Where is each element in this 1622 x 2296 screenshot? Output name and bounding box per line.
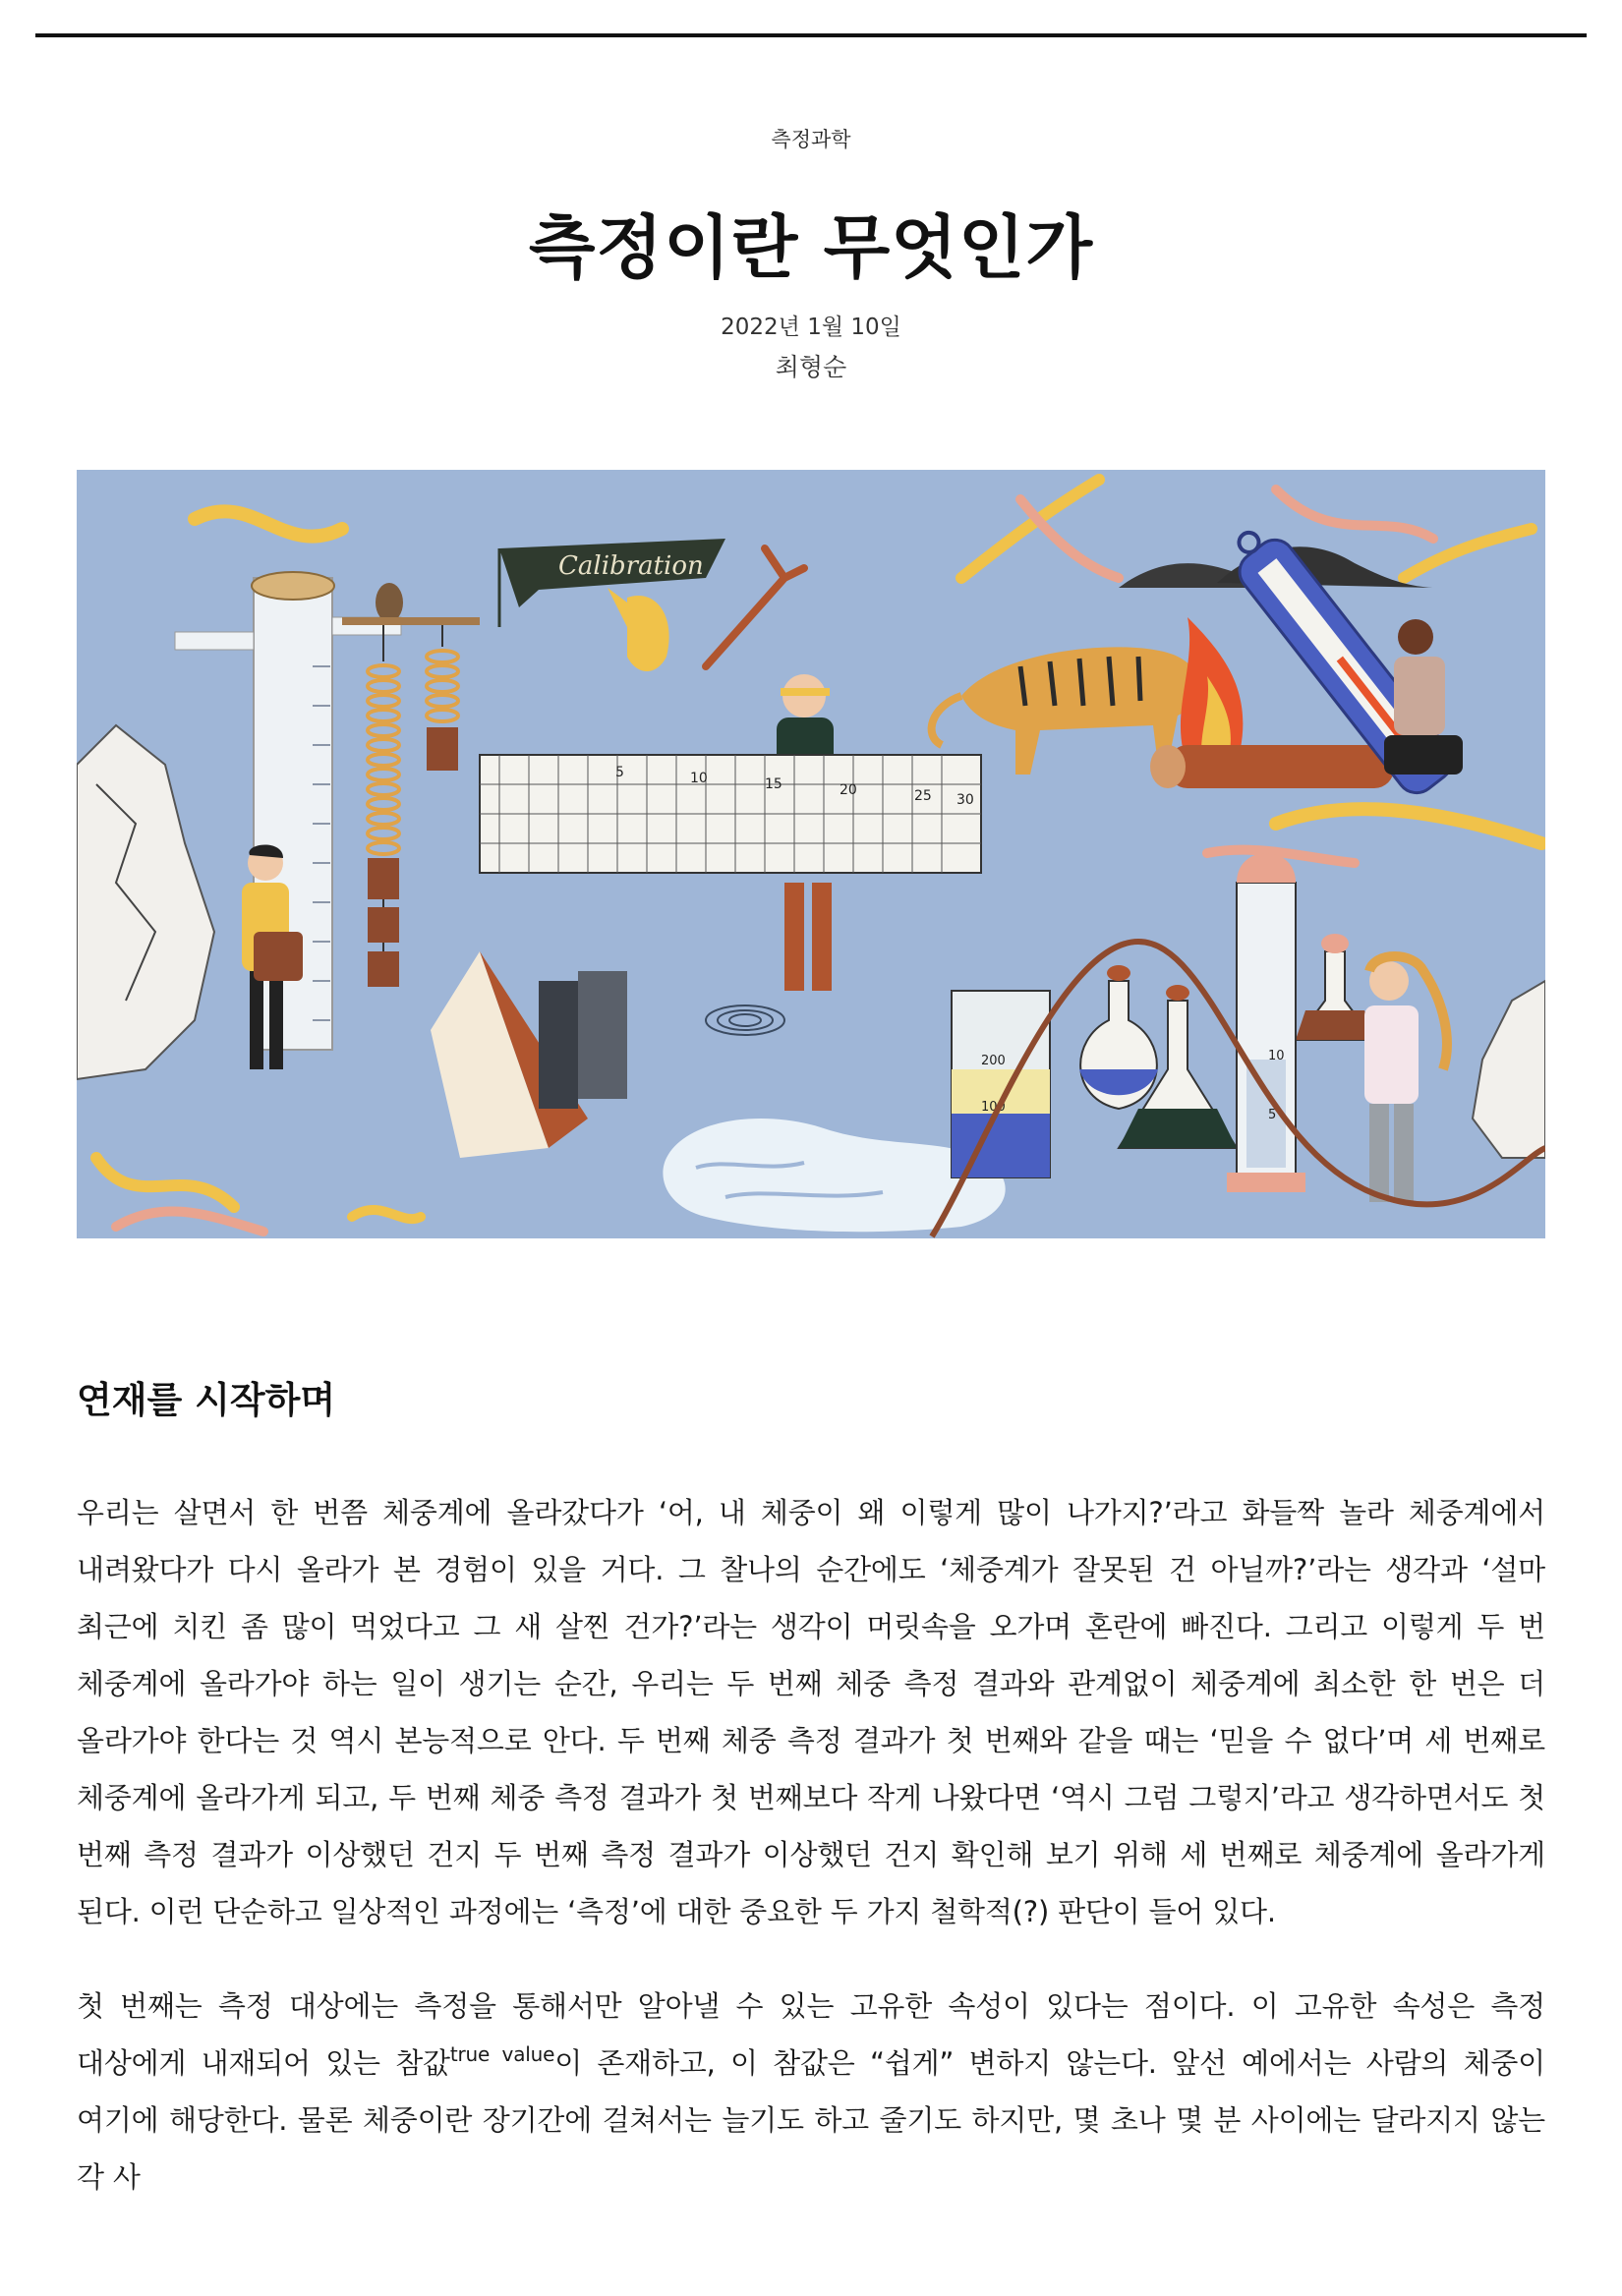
ruler-tick: 20 (840, 782, 857, 798)
article-title: 측정이란 무엇인가 (528, 207, 1094, 288)
article-category[interactable]: 측정과학 (771, 128, 851, 151)
top-rule (35, 33, 1587, 37)
weight (368, 858, 399, 899)
person (1398, 619, 1433, 655)
hero-illustration (77, 470, 1545, 1238)
ruler-tick: 25 (914, 788, 932, 804)
body-paragraph (77, 1978, 1545, 2206)
cylinder-tick: 10 (1268, 1049, 1285, 1063)
body-paragraph: 우리는 살면서 한 번쯤 체중계에 올라갔다가 ‘어, 내 체중이 왜 이렇게 많이 나가지?’라고 화들짝 놀라 체중계에서 내려왔다가 다시 올라가 본 경험이 있을 거다. 그 찰나의 순간에도 ‘체중계가 잘못된 건 아닐까?’라는 생각과 ‘설마 최근에 치킨 좀 많이 먹었다고 그 새 살찐 건가?’라는 생각이 머릿속을 오가며 혼란에 빠진다. 그리고 이렇게 두 번 체중계에 올라가야 하는 일이 생기는 순간, 우리는 두 번째 체중 측정 결과와 관계없이 체중계에 최소한 한 번은 더 올라가야 한다는 것 역시 본능적으로 안다. 두 번째 체중 측정 결과가 첫 번째와 같을 때는 ‘믿을 수 없다’며 세 번째로 체중계에 올라가게 되고, 두 번째 체중 측정 결과가 첫 번째보다 작게 나왔다면 ‘역시 그럼 그렇지’라고 생각하면서도 첫 번째 측정 결과가 이상했던 건지 두 번째 측정 결과가 이상했던 건지 확인해 보기 위해 세 번째로 체중계에 올라가게 된다. 이런 단순하고 일상적인 과정에는 ‘측정’에 대한 중요한 두 가지 철학적(?) 판단이 들어 있다. (77, 1496, 1545, 1928)
paragraph-text: 이 존재하고, 이 참값은 “쉽게” 변하지 않는다. 앞선 예에서는 사람의 체중이 여기에 해당한다. 물론 체중이란 장기간에 걸쳐서는 늘기도 하고 줄기도 하지만, 몇 초나 몇 분 사이에는 달라지지 않는 각 사 (77, 2046, 1545, 2194)
weight (427, 727, 458, 771)
beaker-tick: 100 (981, 1100, 1006, 1115)
ruler-tick: 15 (765, 776, 782, 792)
article-date: 2022년 1월 10일 (721, 315, 901, 340)
section-heading: 연재를 시작하며 (77, 1379, 336, 1421)
ruler-tick: 30 (956, 792, 974, 808)
owl (376, 583, 403, 622)
ruler-tick: 5 (615, 765, 624, 780)
beaker-tick: 200 (981, 1054, 1006, 1068)
weight (368, 951, 399, 987)
article-author[interactable]: 최형순 (775, 353, 847, 381)
cylinder-tick: 5 (1268, 1108, 1277, 1122)
weight (368, 907, 399, 943)
ruler-tick: 10 (690, 771, 708, 786)
term-annotation: true value (449, 2042, 555, 2066)
block (539, 981, 578, 1109)
paragraph-text: 첫 번째는 측정 대상에는 측정을 통해서만 알아낼 수 있는 고유한 속성이 있다는 점이다. 이 고유한 속성은 측정 대상에게 내재되어 있는 참값 (77, 1989, 1545, 2080)
log (1168, 745, 1394, 788)
banner-text: Calibration (558, 551, 704, 581)
